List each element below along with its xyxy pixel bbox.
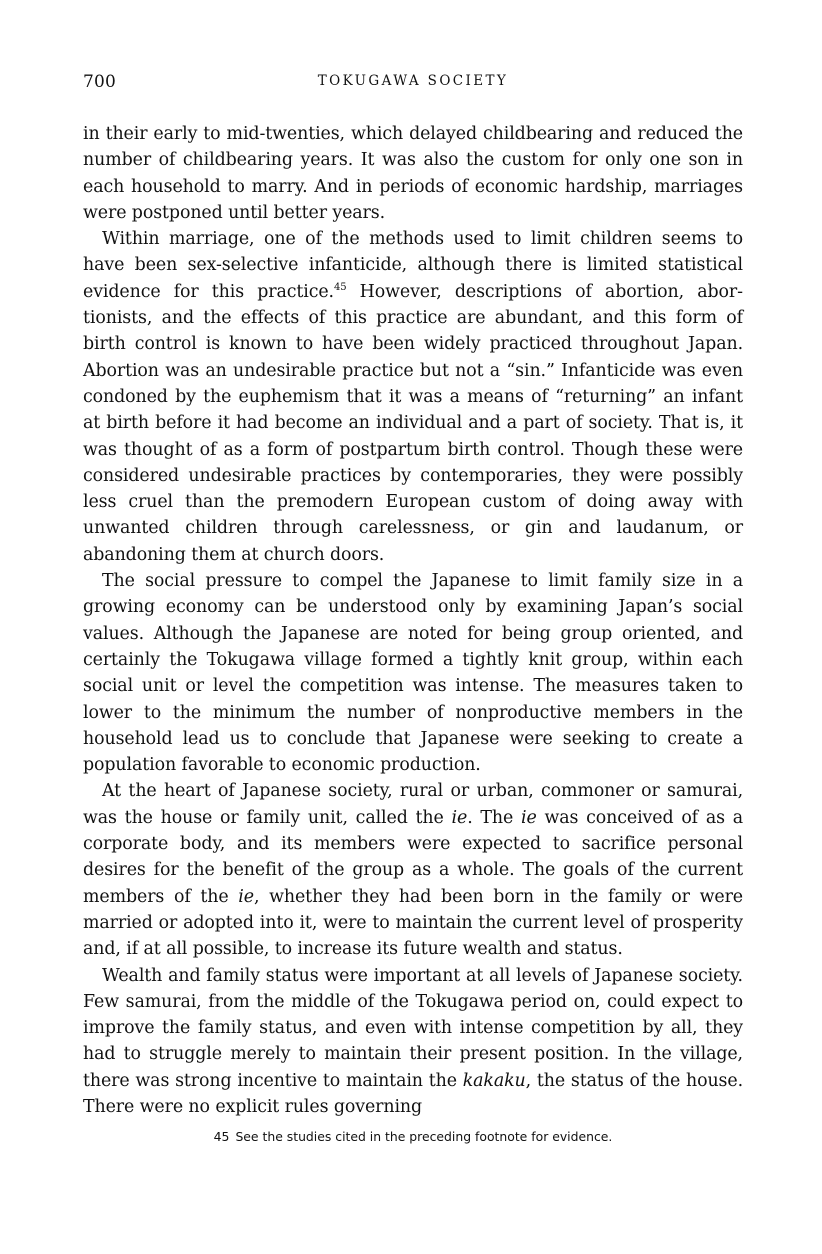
body-text	[83, 121, 743, 1120]
text-run: The social pressure to compel the Japanese to limit family size in a growing economy can be understood only by examining Japan’s social values. Although the Japanese are noted for being group oriented, and certainly the Tokugawa village formed a tightly knit group, within each social unit or level the competition was intense. The measures taken to lower to the minimum the number of nonproductive members in the household lead us to conclude that Japanese were seeking to create a population favorable to economic production.	[83, 571, 743, 776]
footnote-number: 45	[213, 1129, 230, 1144]
text-run: in their early to mid-twenties, which delayed childbearing and reduced the number of childbearing years. It was also the custom for only one son in each household to marry. And in periods of economic hardship, marriages were postponed until better years.	[83, 124, 743, 223]
running-head	[83, 72, 743, 96]
text-run: However, descriptions of abortion, abortionists, and the effects of this practice are abundant, and this form of birth control is known to have been widely practiced throughout Japan. Abortion was an undesirable practice but not a “sin.” Infanticide was even condoned by the euphemism that it was a means of “returning” an infant at birth before it had become an individual and a part of society. That is, it was thought of as a form of postpartum birth control. Though these were considered undesirable practices by contemporaries, they were possibly less cruel than the premodern European custom of doing away with unwanted children through carelessness, or gin and laudanum, or abandoning them at church doors.	[83, 281, 743, 565]
book-page	[83, 0, 743, 1254]
paragraph	[83, 963, 743, 1121]
paragraph	[83, 226, 743, 568]
footnote-text: See the studies cited in the preceding footnote for evidence.	[235, 1129, 613, 1144]
footnote-reference: 45	[333, 281, 347, 293]
running-head-title: TOKUGAWA SOCIETY	[317, 73, 509, 89]
paragraph	[83, 568, 743, 778]
page-number: 700	[83, 72, 117, 92]
paragraph	[83, 121, 743, 226]
italic-term: ie	[521, 807, 537, 828]
text-run: , whether they had been born in the family or were married or adopted into it, were to maintain the current level of prosperity and, if at all possible, to increase its future wealth and status.	[83, 886, 743, 960]
footnote	[83, 1129, 743, 1144]
italic-term: ie	[238, 886, 254, 907]
text-run: was conceived of as a corporate body, and its members were expected to sacrifice personal desires for the benefit of the group as a whole. The goals of the current members of the	[83, 807, 743, 907]
paragraph	[83, 778, 743, 962]
text-run: , the status of the house. There were no explicit rules governing	[83, 1070, 744, 1117]
text-run: Wealth and family status were important at all levels of Japanese society. Few samurai, from the middle of the Tokugawa period on, could expect to improve the family status, and even with intense competition by all, they had to struggle merely to maintain their present position. In the village, there was strong incentive to maintain the	[83, 965, 743, 1091]
text-run: At the heart of Japanese society, rural or urban, commoner or samurai, was the house or family unit, called the	[83, 781, 743, 828]
italic-term: kakaku	[462, 1070, 526, 1091]
text-run: Within marriage, one of the methods used to limit children seems to have been sex-selective infanticide, although there is limited statistical evidence for this practice.	[83, 229, 743, 302]
italic-term: ie	[451, 807, 468, 828]
text-run: . The	[467, 807, 522, 828]
